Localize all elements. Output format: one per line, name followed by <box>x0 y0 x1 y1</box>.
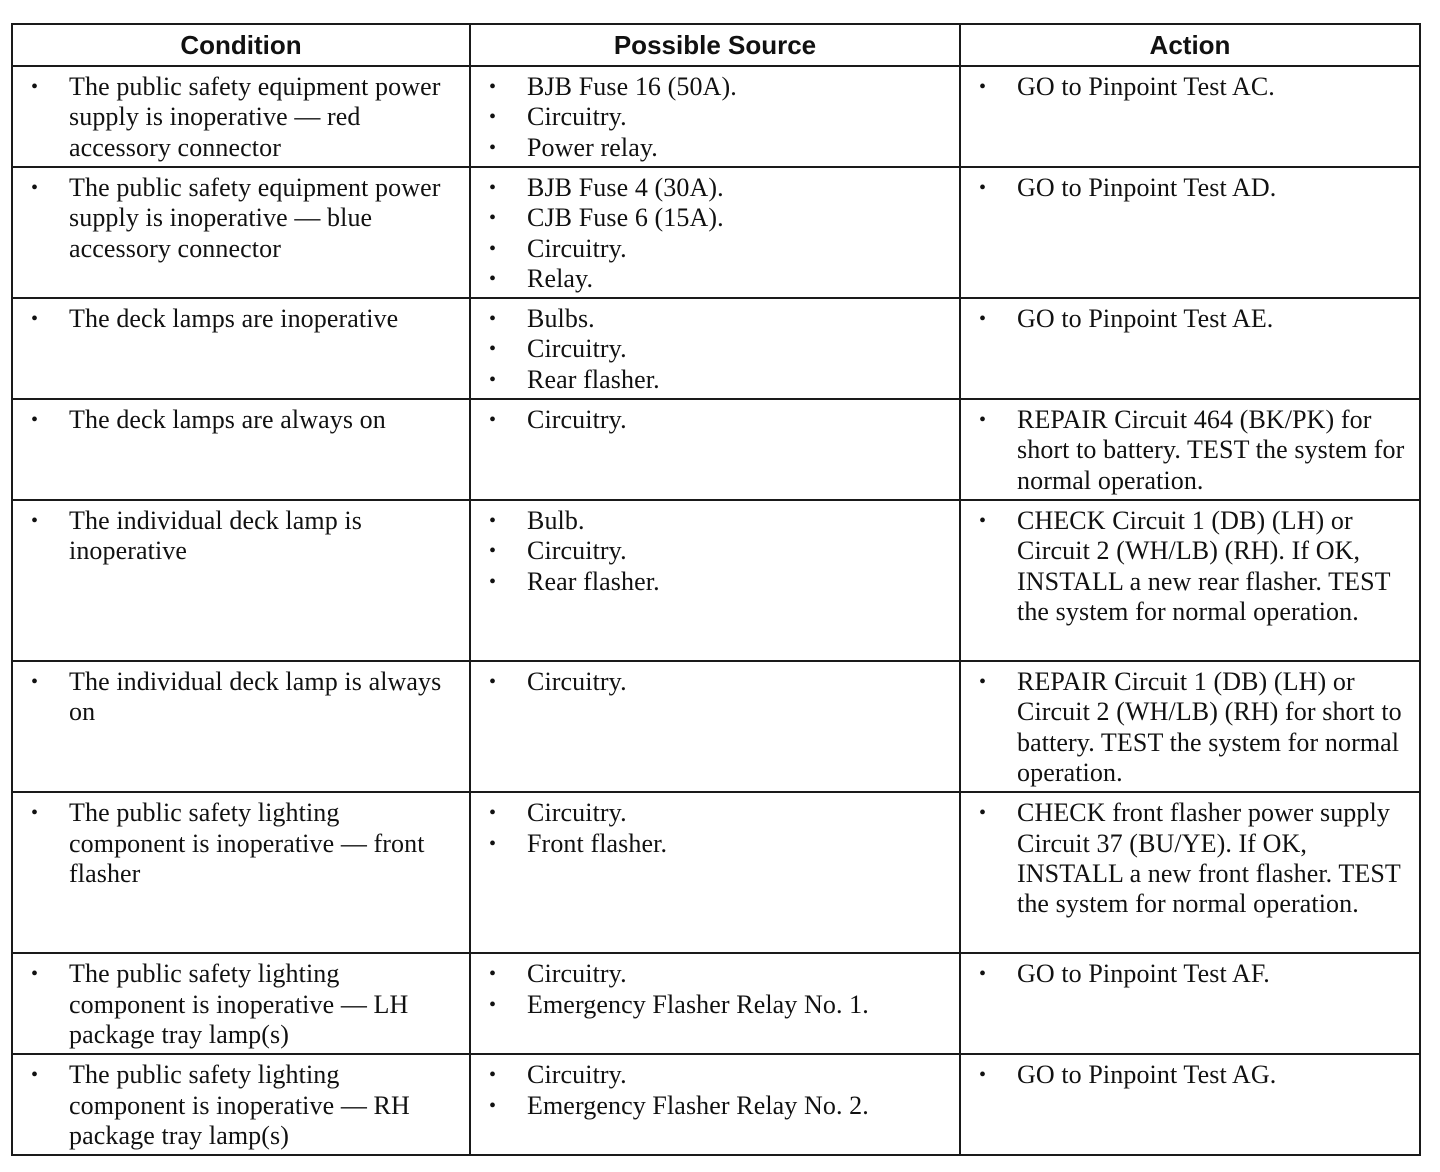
action-header: Action <box>960 24 1420 66</box>
condition-cell <box>12 399 470 500</box>
condition-cell <box>12 661 470 792</box>
table-row <box>12 399 1420 500</box>
action-text: • CHECK front flasher power supply Circuit 37 (BU/YE). If OK, INSTALL a new front flasher. TEST the system for normal operation. <box>1017 798 1411 919</box>
source-item: • Emergency Flasher Relay No. 2. <box>527 1091 951 1121</box>
condition-cell <box>12 792 470 953</box>
condition-cell <box>12 953 470 1054</box>
action-cell <box>960 661 1420 792</box>
header-row <box>12 24 1420 66</box>
condition-text: • The public safety equipment power supply is inoperative — red accessory connector <box>69 72 461 163</box>
source-item: • Power relay. <box>527 133 951 163</box>
source-item: • BJB Fuse 16 (50A). <box>527 72 951 102</box>
source-cell <box>470 66 960 167</box>
condition-text: • The public safety lighting component is inoperative — front flasher <box>69 798 461 889</box>
source-cell <box>470 792 960 953</box>
condition-cell <box>12 500 470 661</box>
source-item: • Rear flasher. <box>527 567 951 597</box>
action-cell <box>960 792 1420 953</box>
condition-text: • The deck lamps are always on <box>69 405 461 435</box>
source-item: • Rear flasher. <box>527 365 951 395</box>
table-row <box>12 661 1420 792</box>
source-item: • Emergency Flasher Relay No. 1. <box>527 990 951 1020</box>
action-cell <box>960 953 1420 1054</box>
diagnosis-table <box>11 23 1421 1156</box>
condition-text: • The individual deck lamp is always on <box>69 667 461 728</box>
source-item: • Front flasher. <box>527 829 951 859</box>
action-text: • GO to Pinpoint Test AF. <box>1017 959 1411 989</box>
condition-cell <box>12 298 470 399</box>
action-cell <box>960 167 1420 298</box>
condition-cell <box>12 1054 470 1155</box>
action-cell <box>960 399 1420 500</box>
source-item: • Relay. <box>527 264 951 294</box>
action-text: • GO to Pinpoint Test AG. <box>1017 1060 1411 1090</box>
source-item: • Circuitry. <box>527 667 951 697</box>
source-cell <box>470 1054 960 1155</box>
action-text: • GO to Pinpoint Test AE. <box>1017 304 1411 334</box>
source-item: • Circuitry. <box>527 334 951 364</box>
source-item: • Circuitry. <box>527 536 951 566</box>
action-text: • CHECK Circuit 1 (DB) (LH) or Circuit 2 (WH/LB) (RH). If OK, INSTALL a new rear flasher. TEST the system for normal operation. <box>1017 506 1411 627</box>
condition-text: • The public safety lighting component is inoperative — RH package tray lamp(s) <box>69 1060 461 1151</box>
source-cell <box>470 399 960 500</box>
source-item: • Circuitry. <box>527 959 951 989</box>
table-row <box>12 298 1420 399</box>
source-item: • Circuitry. <box>527 405 951 435</box>
action-cell <box>960 500 1420 661</box>
possible-source-header: Possible Source <box>470 24 960 66</box>
source-item: • Circuitry. <box>527 798 951 828</box>
table-row <box>12 500 1420 661</box>
source-item: • Bulbs. <box>527 304 951 334</box>
source-item: • Bulb. <box>527 506 951 536</box>
action-cell <box>960 66 1420 167</box>
source-cell <box>470 167 960 298</box>
source-item: • Circuitry. <box>527 1060 951 1090</box>
table-row <box>12 953 1420 1054</box>
condition-text: • The individual deck lamp is inoperative <box>69 506 461 567</box>
condition-cell <box>12 66 470 167</box>
action-cell <box>960 1054 1420 1155</box>
source-item: • Circuitry. <box>527 102 951 132</box>
table-row <box>12 167 1420 298</box>
source-cell <box>470 298 960 399</box>
condition-text: • The public safety lighting component is inoperative — LH package tray lamp(s) <box>69 959 461 1050</box>
source-item: • BJB Fuse 4 (30A). <box>527 173 951 203</box>
table-row <box>12 66 1420 167</box>
condition-header: Condition <box>12 24 470 66</box>
condition-text: • The deck lamps are inoperative <box>69 304 461 334</box>
source-item: • CJB Fuse 6 (15A). <box>527 203 951 233</box>
condition-text: • The public safety equipment power supply is inoperative — blue accessory connector <box>69 173 461 264</box>
source-cell <box>470 953 960 1054</box>
condition-cell <box>12 167 470 298</box>
action-text: • REPAIR Circuit 464 (BK/PK) for short to battery. TEST the system for normal operation. <box>1017 405 1411 496</box>
source-item: • Circuitry. <box>527 234 951 264</box>
action-text: • GO to Pinpoint Test AC. <box>1017 72 1411 102</box>
source-cell <box>470 661 960 792</box>
action-text: • GO to Pinpoint Test AD. <box>1017 173 1411 203</box>
action-cell <box>960 298 1420 399</box>
action-text: • REPAIR Circuit 1 (DB) (LH) or Circuit 2 (WH/LB) (RH) for short to battery. TEST the system for normal operation. <box>1017 667 1411 788</box>
table-row <box>12 1054 1420 1155</box>
source-cell <box>470 500 960 661</box>
table-row <box>12 792 1420 953</box>
